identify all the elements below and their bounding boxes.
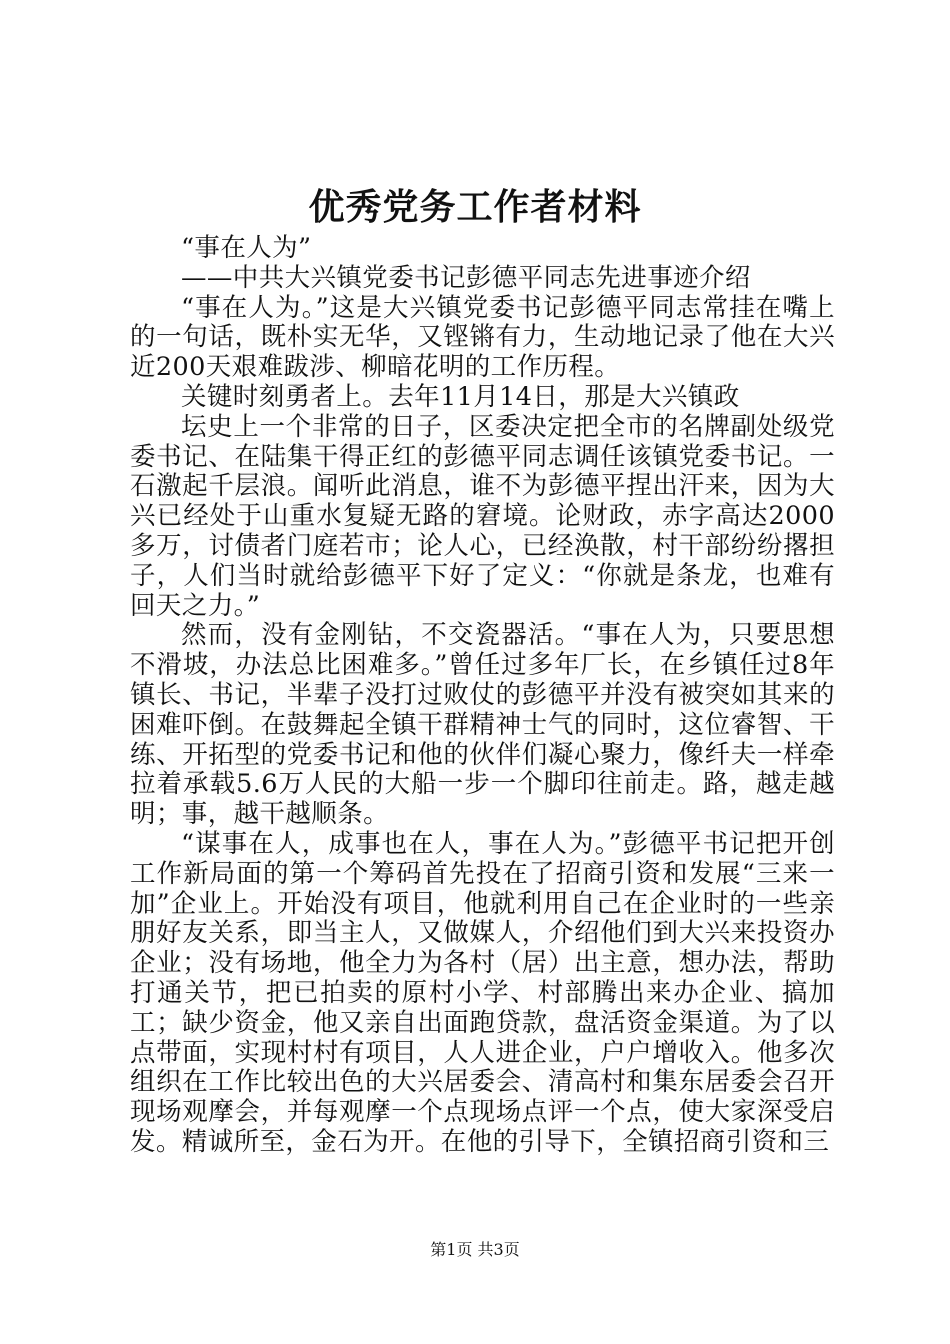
paragraph: 然而，没有金刚钻，不交瓷器活。“事在人为，只要思想不滑坡，办法总比困难多。”曾任过多年厂长，在乡镇任过8年镇长、书记，半辈子没打过败仗的彭德平并没有被突如其来的困难吓倒。在鼓舞起全镇干群精神士气的同时，这位睿智、干练、开拓型的党委书记和他的伙伴们凝心聚力，像纤夫一样牵拉着承载5.6万人民的大船一步一个脚印往前走。路，越走越明；事，越干越顺条。 bbox=[130, 620, 835, 830]
page-number-footer: 第1页 共3页 bbox=[430, 1240, 520, 1259]
document-title: 优秀党务工作者材料 bbox=[308, 187, 642, 228]
paragraph: “事在人为。”这是大兴镇党委书记彭德平同志常挂在嘴上的一句话，既朴实无华，又铿锵有力，生动地记录了他在大兴近200天艰难跋涉、柳暗花明的工作历程。 bbox=[130, 292, 835, 383]
paragraph-subtitle-quote: “事在人为” bbox=[181, 233, 312, 263]
document-body bbox=[130, 234, 835, 1158]
paragraph: 关键时刻勇者上。去年11月14日，那是大兴镇政 bbox=[181, 381, 740, 412]
paragraph: “谋事在人，成事也在人，事在人为。”彭德平书记把开创工作新局面的第一个筹码首先投在了招商引资和发展“三来一加”企业上。开始没有项目，他就利用自己在企业时的一些亲朋好友关系，即当主人，又做媒人，介绍他们到大兴来投资办企业；没有场地，他全力为各村（居）出主意，想办法，帮助打通关节，把已拍卖的原村小学、村部腾出来办企业、搞加工；缺少资金，他又亲自出面跑贷款，盘活资金渠道。为了以点带面，实现村村有项目，人人进企业，户户增收入。他多次组织在工作比较出色的大兴居委会、清高村和集东居委会召开现场观摩会，并每观摩一个点现场点评一个点，使大家深受启发。精诚所至，金石为开。在他的引导下，全镇招商引资和三 bbox=[130, 828, 835, 1157]
paragraph: 坛史上一个非常的日子，区委决定把全市的名牌副处级党委书记、在陆集干得正红的彭德平同志调任该镇党委书记。一石激起千层浪。闻听此消息，谁不为彭德平捏出汗来，因为大兴已经处于山重水复疑无路的窘境。论财政，赤字高达2000多万，讨债者门庭若市；论人心，已经涣散，村干部纷纷撂担子，人们当时就给彭德平下好了定义：“你就是条龙，也难有回天之力。” bbox=[130, 411, 835, 621]
paragraph-subtitle-byline: ——中共大兴镇党委书记彭德平同志先进事迹介绍 bbox=[181, 262, 751, 293]
